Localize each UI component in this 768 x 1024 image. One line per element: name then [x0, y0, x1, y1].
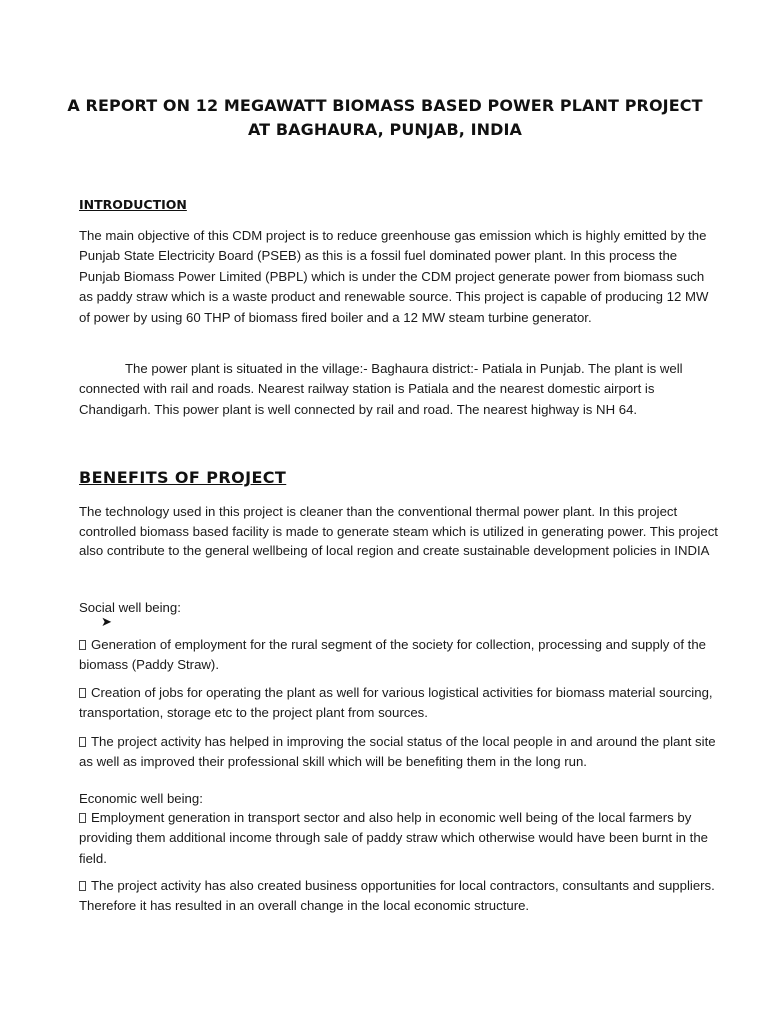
- introduction-paragraph-1: The main objective of this CDM project is to reduce greenhouse gas emission which is highly emitted by the Punjab State Electricity Board (PSEB) as this is a fossil fuel dominated power plant. In this process the Punjab Biomass Power Limited (PBPL) which is under the CDM project generate power from biomass such as paddy straw which is a waste product and renewable source. This project is capable of producing 12 MW of power by using 60 THP of biomass fired boiler and a 12 MW steam turbine generator.: [79, 228, 709, 325]
- introduction-heading: INTRODUCTION: [79, 197, 187, 212]
- social-item-3-text: The project activity has helped in improving the social status of the local people in and around the plant site as well as improved their professional skill which will be benefiting them in the long run.: [79, 734, 716, 770]
- report-title: A REPORT ON 12 MEGAWATT BIOMASS BASED POWER PLANT PROJECT AT BAGHAURA, PUNJAB, INDIA: [67, 96, 703, 139]
- missing-glyph-icon: [79, 881, 86, 891]
- missing-glyph-icon: [79, 640, 86, 650]
- social-well-being-label: Social well being:: [79, 600, 181, 615]
- arrow-bullet-icon: ➤: [101, 614, 112, 629]
- economic-well-being-label: Economic well being:: [79, 791, 203, 806]
- list-item: [79, 876, 719, 917]
- missing-glyph-icon: [79, 737, 86, 747]
- economic-item-2-text: The project activity has also created business opportunities for local contractors, consultants and suppliers. Therefore it has resulted in an overall change in the local economic structure.: [79, 878, 715, 914]
- economic-item-1-text: Employment generation in transport sector and also help in economic well being of the local farmers by providing them additional income through sale of paddy straw which otherwise would have been burnt in the field.: [79, 810, 708, 866]
- benefits-heading: BENEFITS OF PROJECT: [79, 468, 287, 487]
- introduction-paragraph-2: The power plant is situated in the village:- Baghaura district:- Patiala in Punjab. The plant is well connected with rail and roads. Nearest railway station is Patiala and the nearest domestic airport is Chandigarh. This power plant is well connected by rail and road. The nearest highway is NH 64.: [79, 361, 683, 417]
- list-item: [79, 635, 719, 676]
- list-item: [79, 732, 719, 773]
- social-item-1-text: Generation of employment for the rural segment of the society for collection, processing and supply of the biomass (Paddy Straw).: [79, 637, 707, 673]
- list-item: [79, 683, 719, 724]
- list-item: [79, 808, 719, 869]
- missing-glyph-icon: [79, 813, 86, 823]
- missing-glyph-icon: [79, 688, 86, 698]
- benefits-paragraph: The technology used in this project is cleaner than the conventional thermal power plant. In this project controlled biomass based facility is made to generate steam which is utilized in generating power. This project also contribute to the general wellbeing of local region and create sustainable development policies in INDIA: [79, 504, 718, 559]
- social-item-2-text: Creation of jobs for operating the plant as well for various logistical activities for biomass material sourcing, transportation, storage etc to the project plant from sources.: [79, 685, 713, 721]
